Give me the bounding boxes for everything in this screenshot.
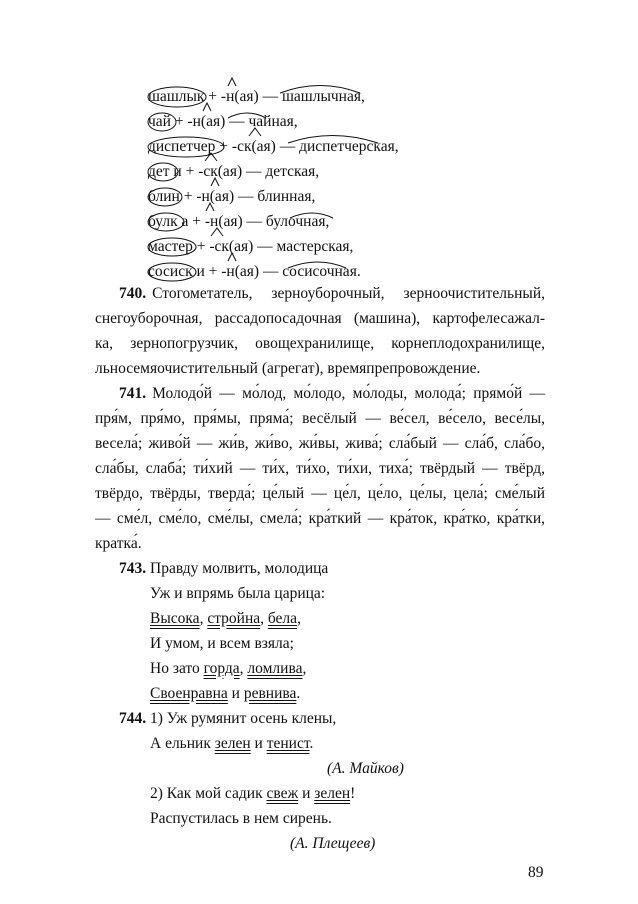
predicate-zelen-2: зелен (314, 785, 351, 802)
ex741-line-6: — сме́л, сме́ло, сме́лы, смела́; кра́ткий — кра́ток, кра́тко, кра́тки, (95, 510, 545, 527)
analysis-line-4: дет и + -ск(ая) — детская, (148, 163, 320, 180)
author-maykov: (А. Майков) (327, 760, 404, 777)
page-number: 89 (528, 864, 544, 881)
ex743-line-1: Правду молвить, молодица (150, 560, 329, 577)
predicate-stroyna: стройна (207, 610, 261, 627)
ex740-number: 740. (119, 285, 147, 302)
predicate-revniva: ревнива (243, 685, 297, 702)
ex740-text-1: Стогометатель, зерноуборочный, зерноочистительный, (152, 285, 545, 302)
predicate-vysoka: Высока (150, 610, 200, 627)
predicate-lomliva: ломлива (247, 660, 303, 677)
ex740-line-4: льносемяочистительный (агрегат), времяпрепровождение. (95, 360, 481, 377)
ex743-line-2: Уж и впрямь была царица: (150, 585, 326, 602)
analysis-line-1: шашлык + -н(ая) — шашлычная, (148, 88, 365, 105)
ex741-line-3: весела́; живо́й — жи́в, жи́во, жи́вы, жива́; сла́бый — сла́б, сла́бо, (95, 435, 545, 452)
analysis-line-8: сосиск и + -н(ая) — сосисочная. (148, 263, 361, 280)
ex744-line-1: 1) Уж румянит осень клены, (150, 710, 337, 727)
ex743-number: 743. (119, 560, 147, 577)
ex744-line-4: Распустилась в нем сирень. (150, 810, 332, 827)
ex744-line-2: А ельник зелен и тенист. (150, 735, 314, 752)
ex740-line-3: ка, зернопогрузчик, овощехранилище, корнеплодохранилище, (95, 335, 545, 352)
ex744-line-3: 2) Как мой садик свеж и зелен! (150, 785, 356, 802)
predicate-svoenravna: Своенравна (150, 685, 228, 702)
ex741-text-1: Молодо́й — мо́лод, мо́лодо, мо́лоды, молода́; прямо́й — (152, 385, 545, 402)
predicate-zelen: зелен (214, 735, 251, 752)
ex744-number: 744. (119, 710, 147, 727)
ex741-line-1 (95, 383, 545, 405)
predicate-tenist: тенист (266, 735, 310, 752)
ex743-line-5: Но зато горда, ломлива, (150, 660, 307, 677)
ex740-line-1 (95, 283, 545, 305)
ex741-line-7: кратка́. (95, 535, 142, 552)
predicate-svezh: свеж (266, 785, 299, 802)
analysis-line-2: чай + -н(ая) — чайная, (148, 113, 298, 130)
predicate-bela: бела (267, 610, 298, 627)
ex741-line-2: пря́м, пря́мо, пря́мы, пряма́; весёлый — ве́сел, ве́село, весе́лы, (95, 410, 545, 427)
analysis-line-3: диспетчер + -ск(ая) — диспетчерская, (148, 138, 399, 155)
ex741-line-4: сла́бы, слаба́; ти́хий — ти́х, ти́хо, ти́хи, тиха́; твёрдый — твёрд, (95, 460, 545, 477)
ex741-number: 741. (119, 385, 147, 402)
ex740-line-2: снегоуборочная, рассадопосадочная (машина), картофелесажал- (95, 310, 545, 327)
ex743-line-4: И умом, и всем взяла; (150, 635, 294, 652)
predicate-gorda: горда (203, 660, 240, 677)
ex743-line-6: Своенравна и ревнива. (150, 685, 301, 702)
analysis-line-6: булк а + -н(ая) — булочная, (148, 213, 330, 230)
analysis-line-5: блин + -н(ая) — блинная, (148, 188, 316, 205)
ex743-line-3: Высока, стройна, бела, (150, 610, 301, 627)
ex741-line-5: твёрдо, твёрды, тверда́; це́лый — це́л, це́ло, це́лы, цела́; сме́лый (95, 485, 545, 502)
author-pleshcheev: (А. Плещеев) (290, 835, 376, 852)
analysis-line-7: мастер + -ск(ая) — мастерская, (148, 238, 354, 255)
